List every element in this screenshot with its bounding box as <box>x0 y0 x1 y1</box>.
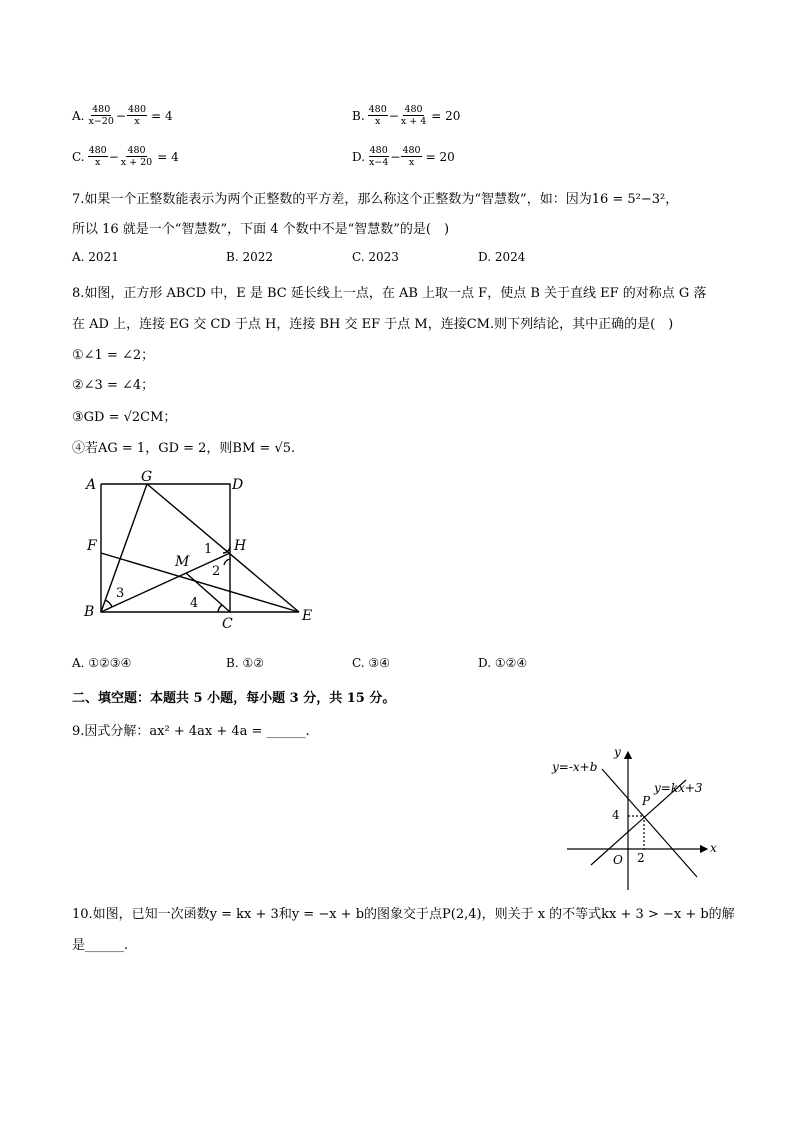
q6-option-b: B. $\frac{480}{x}$ − $\frac{480}{x + 4}$ = 20 <box>352 104 461 127</box>
q6-option-d: D. $\frac{480}{x-4}$ − $\frac{480}{x}$ = 20 <box>352 145 455 168</box>
line-fe <box>101 553 299 612</box>
q8-geometry-figure <box>80 465 330 630</box>
angle-label-1: 1 <box>204 542 213 557</box>
label-b: B <box>84 604 95 620</box>
line-label-2: y=kx+3 <box>654 781 703 795</box>
label-h: H <box>234 538 247 554</box>
q8-conclusion-4: ④若AG = 1，GD = 2，则BM = √5. <box>72 441 296 456</box>
line-bh <box>101 553 230 612</box>
label-f: F <box>87 538 97 554</box>
q8-option-b: B. ①② <box>226 656 264 670</box>
tick-label-y: 4 <box>612 808 620 822</box>
point-label-p: P <box>642 794 651 808</box>
fraction: $\frac{480}{x}$ <box>88 145 107 168</box>
q8-conclusion-1: ①∠1 = ∠2； <box>72 348 155 363</box>
q8-option-a: A. ①②③④ <box>72 656 132 670</box>
fraction: $\frac{480}{x + 4}$ <box>400 104 427 127</box>
q10-function-graph <box>545 740 725 895</box>
q7-line-2: 所以 16 就是一个“智慧数”，下面 4 个数中不是“智慧数”的是( ) <box>72 222 450 237</box>
angle-arc-3 <box>105 600 112 607</box>
q7-option-a: A. 2021 <box>72 250 119 264</box>
fraction: $\frac{480}{x + 20}$ <box>120 145 153 168</box>
q10-line-2: 是______. <box>72 938 129 953</box>
origin-label: O <box>613 853 623 867</box>
q7-option-d: D. 2024 <box>478 250 526 264</box>
q9-text: 9.因式分解：ax² + 4ax + 4a = ______. <box>72 724 310 739</box>
angle-label-4: 4 <box>190 596 199 611</box>
fraction: $\frac{480}{x}$ <box>368 104 387 127</box>
q8-conclusion-2: ②∠3 = ∠4； <box>72 378 155 393</box>
fraction: $\frac{480}{x-4}$ <box>369 145 389 168</box>
q8-option-c: C. ③④ <box>352 656 390 670</box>
fraction: $\frac{480}{x}$ <box>127 104 147 127</box>
q8-line-1: 8.如图，正方形 ABCD 中，E 是 BC 延长线上一点，在 AB 上取一点 F，使点 B 关于直线 EF 的对称点 G 落 <box>72 286 707 301</box>
q10-line-1: 10.如图，已知一次函数y = kx + 3和y = −x + b的图象交于点P(2,4)，则关于 x 的不等式kx + 3 > −x + b的解 <box>72 907 735 922</box>
x-axis-label: x <box>710 841 717 855</box>
q7-line-1: 7.如果一个正整数能表示为两个正整数的平方差，那么称这个正整数为“智慧数”，如：因为16 = 5²−3²， <box>72 192 679 207</box>
q7-option-c: C. 2023 <box>352 250 399 264</box>
label-a: A <box>86 477 97 493</box>
q8-option-d: D. ①②④ <box>478 656 528 670</box>
angle-arc-2 <box>224 559 230 565</box>
label-e: E <box>302 608 313 624</box>
q7-option-b: B. 2022 <box>226 250 273 264</box>
angle-label-2: 2 <box>212 564 221 579</box>
label-d: D <box>232 477 244 493</box>
fraction: $\frac{480}{x-20}$ <box>88 104 114 127</box>
q8-conclusion-3: ③GD = √2CM； <box>72 410 177 425</box>
angle-label-3: 3 <box>116 586 125 601</box>
angle-arc-4 <box>218 605 222 612</box>
fraction: $\frac{480}{x}$ <box>402 145 421 168</box>
label-m: M <box>175 554 190 570</box>
q8-line-2: 在 AD 上，连接 EG 交 CD 于点 H，连接 BH 交 EF 于点 M，连接CM.则下列结论，其中正确的是( ) <box>72 317 674 332</box>
q6-option-a: A. $\frac{480}{x-20}$ − $\frac{480}{x}$ = 4 <box>72 104 173 127</box>
y-axis-label: y <box>614 745 621 759</box>
q6-option-c: C. $\frac{480}{x}$ − $\frac{480}{x + 20}$ = 4 <box>72 145 179 168</box>
tick-label-x: 2 <box>637 851 645 865</box>
label-g: G <box>141 469 153 485</box>
line-ge <box>147 484 299 612</box>
section-heading: 二、填空题：本题共 5 小题，每小题 3 分，共 15 分。 <box>72 691 396 706</box>
line-label-1: y=-x+b <box>552 760 598 774</box>
label-c: C <box>222 616 233 630</box>
